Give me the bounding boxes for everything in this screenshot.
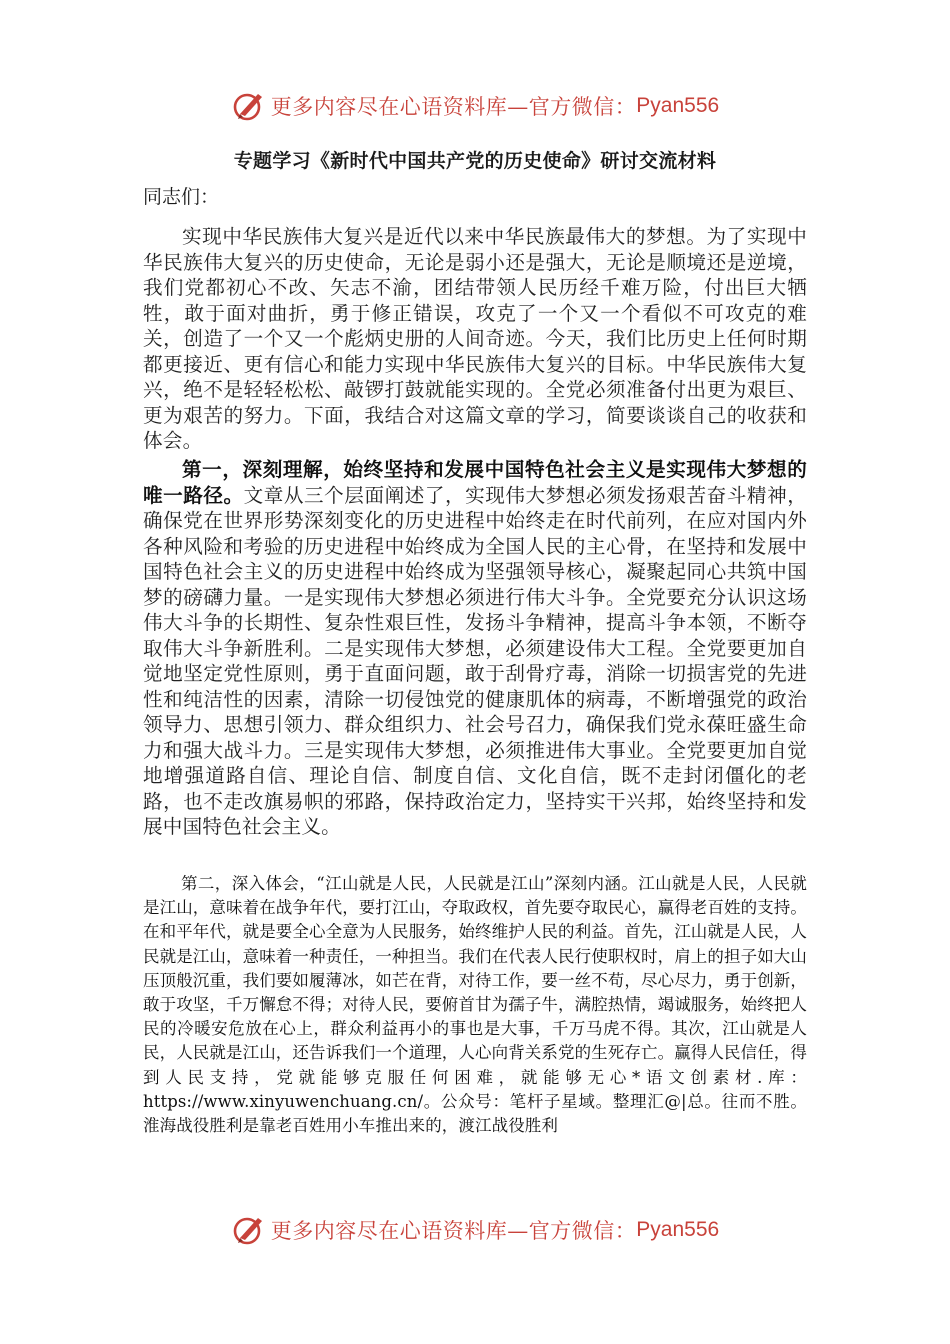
banner-wechat-id: Pyan556 (636, 94, 720, 117)
banner-wechat-id: Pyan556 (636, 1218, 720, 1241)
salutation: 同志们： (143, 186, 220, 208)
header-banner (0, 86, 950, 126)
pen-logo-icon (231, 1212, 267, 1248)
paragraph-heading: 第一，深刻理解，始终坚持和发展中国特色社会主义是实现伟大梦想的唯一路径。 (143, 458, 807, 507)
paragraph-intro: 实现中华民族伟大复兴是近代以来中华民族最伟大的梦想。为了实现中华民族伟大复兴的历史使命，无论是弱小还是强大，无论是顺境还是逆境，我们党都初心不改、矢志不渝，团结带领人民历经千难万险，付出巨大牺牲，敢于面对曲折，勇于修正错误，攻克了一个又一个看似不可攻克的难关，创造了一个又一个彪炳史册的人间奇迹。今天，我们比历史上任何时期都更接近、更有信心和能力实现中华民族伟大复兴的目标。中华民族伟大复兴，绝不是轻轻松松、敲锣打鼓就能实现的。全党必须准备付出更为艰巨、更为艰苦的努力。下面，我结合对这篇文章的学习，简要谈谈自己的收获和体会。 (143, 225, 807, 452)
paragraph-first-point (143, 457, 807, 840)
banner-text: 更多内容尽在心语资料库—官方微信： (270, 95, 637, 119)
footer-banner (0, 1210, 950, 1250)
document-title: 专题学习《新时代中国共产党的历史使命》研讨交流材料 (233, 150, 717, 172)
paragraph-body: 文章从三个层面阐述了，实现伟大梦想必须发扬艰苦奋斗精神，确保党在世界形势深刻变化的历史进程中始终走在时代前列，在应对国内外各种风险和考验的历史进程中始终成为全国人民的主心骨，在坚持和发展中国特色社会主义的历史进程中始终成为坚强领导核心，凝聚起同心共筑中国梦的磅礴力量。一是实现伟大梦想必须进行伟大斗争。全党要充分认识这场伟大斗争的长期性、复杂性艰巨性，发扬斗争精神，提高斗争本领，不断夺取伟大斗争新胜利。二是实现伟大梦想，必须建设伟大工程。全党要更加自觉地坚定党性原则，勇于直面问题，敢于刮骨疗毒，消除一切损害党的先进性和纯洁性的因素，清除一切侵蚀党的健康肌体的病毒，不断增强党的政治领导力、思想引领力、群众组织力、社会号召力，确保我们党永葆旺盛生命力和强大战斗力。三是实现伟大梦想，必须推进伟大事业。全党要更加自觉地增强道路自信、理论自信、制度自信、文化自信，既不走封闭僵化的老路，也不走改旗易帜的邪路，保持政治定力，坚持实干兴邦，始终坚持和发展中国特色社会主义。 (143, 483, 807, 838)
banner-text: 更多内容尽在心语资料库—官方微信： (270, 1219, 637, 1243)
pen-logo-icon (231, 88, 267, 124)
paragraph-second-point: 第二，深入体会，“江山就是人民，人民就是江山”深刻内涵。江山就是人民，人民就是江山，意味着在战争年代，要打江山，夺取政权，首先要夺取民心，赢得老百姓的支持。在和平年代，就是要全心全意为人民服务，始终维护人民的利益。首先，江山就是人民，人民就是江山，意味着一种责任，一种担当。我们在代表人民行使职权时，肩上的担子如大山压顶般沉重，我们要如履薄冰，如芒在背，对待工作，要一丝不苟，尽心尽力，勇于创新，敢于攻坚，千万懈怠不得；对待人民，要俯首甘为孺子牛，满腔热情，竭诚服务，始终把人民的冷暖安危放在心上，群众利益再小的事也是大事，千万马虎不得。其次，江山就是人民，人民就是江山，还告诉我们一个道理，人心向背关系党的生死存亡。赢得人民信任，得到人民支持，党就能够克服任何困难，就能够无心*语文创素材.库：https://www.xinyuwenchuang.cn/。公众号：笔杆子星域。整理汇@|总。往而不胜。淮海战役胜利是靠老百姓用小车推出来的，渡江战役胜利 (143, 874, 807, 1136)
